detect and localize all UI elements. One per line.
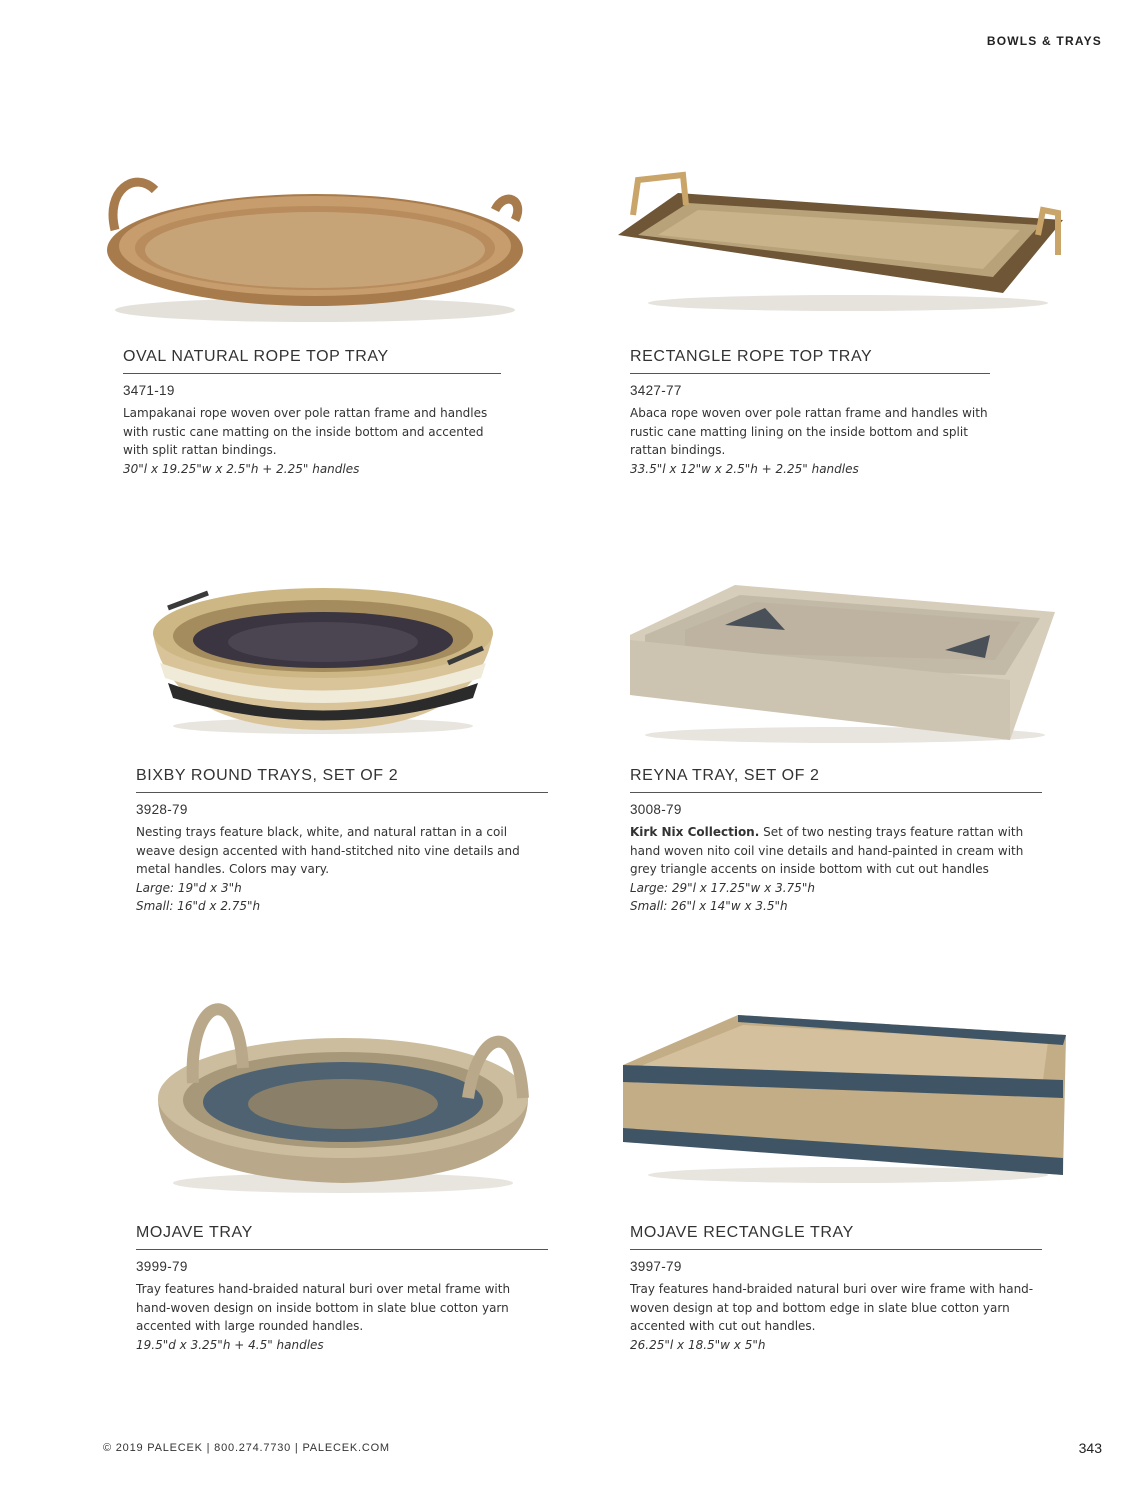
- description-text: Lampakanai rope woven over pole rattan frame and handles with rustic cane matting on the inside bottom and accented with split rattan bindings.: [123, 406, 488, 457]
- product-title: BIXBY ROUND TRAYS, SET OF 2: [136, 767, 548, 793]
- bixby-round-trays-image: [148, 578, 498, 738]
- description-text: Tray features hand-braided natural buri over metal frame with hand-woven design on inside bottom in slate blue cotton yarn accented with large rounded handles.: [136, 1282, 511, 1333]
- product-title: OVAL NATURAL ROPE TOP TRAY: [123, 348, 501, 374]
- product-dimensions-small: Small: 16"d x 2.75"h: [136, 899, 261, 913]
- product-sku: 3999-79: [136, 1259, 188, 1274]
- product-description: [630, 1280, 1042, 1336]
- product-dimensions: 33.5"l x 12"w x 2.5"h + 2.25" handles: [630, 461, 859, 476]
- product-dimensions-large: Large: 29"l x 17.25"w x 3.75"h: [630, 880, 815, 895]
- reyna-tray-image: [625, 580, 1060, 745]
- product-sku: 3008-79: [630, 802, 682, 817]
- product-mojave-tray: [136, 1224, 548, 1354]
- mojave-tray-image: [148, 978, 538, 1200]
- product-description: [136, 1280, 548, 1336]
- footer-copyright: © 2019 PALECEK | 800.274.7730 | PALECEK.COM: [103, 1442, 390, 1454]
- product-oval-rope-tray: [123, 348, 501, 478]
- page-number: 343: [1078, 1440, 1102, 1456]
- product-title: MOJAVE RECTANGLE TRAY: [630, 1224, 1042, 1250]
- product-description: [136, 823, 548, 879]
- product-rectangle-rope-tray: [630, 348, 990, 478]
- section-label: BOWLS & TRAYS: [986, 34, 1102, 48]
- product-bixby-round-trays: [136, 767, 548, 916]
- description-text: Tray features hand-braided natural buri over wire frame with hand-woven design at top and bottom edge in slate blue cotton yarn accented with cut out handles.: [630, 1282, 1034, 1333]
- product-title: REYNA TRAY, SET OF 2: [630, 767, 1042, 793]
- product-mojave-rectangle-tray: [630, 1224, 1042, 1354]
- product-sku: 3427-77: [630, 383, 682, 398]
- product-description: [123, 404, 501, 460]
- product-dimensions: 19.5"d x 3.25"h + 4.5" handles: [136, 1337, 324, 1352]
- product-title: RECTANGLE ROPE TOP TRAY: [630, 348, 990, 374]
- oval-rope-tray-image: [95, 160, 535, 330]
- description-text: Nesting trays feature black, white, and natural rattan in a coil weave design accented with hand-stitched nito vine details and metal handles. Colors may vary.: [136, 825, 520, 876]
- description-text: Set of two nesting trays feature rattan with hand woven nito coil vine details and hand-painted in cream with grey triangle accents on inside bottom with cut out handles: [630, 825, 1024, 876]
- product-dimensions: 26.25"l x 18.5"w x 5"h: [630, 1337, 766, 1352]
- product-description: [630, 404, 990, 460]
- description-text: Abaca rope woven over pole rattan frame and handles with rustic cane matting lining on the inside bottom and split rattan bindings.: [630, 406, 988, 457]
- rectangle-rope-tray-image: [608, 165, 1070, 315]
- product-dimensions-large: Large: 19"d x 3"h: [136, 880, 242, 895]
- product-dimensions-small: Small: 26"l x 14"w x 3.5"h: [630, 899, 788, 913]
- product-sku: 3928-79: [136, 802, 188, 817]
- product-sku: 3471-19: [123, 383, 175, 398]
- product-sku: 3997-79: [630, 1259, 682, 1274]
- product-title: MOJAVE TRAY: [136, 1224, 548, 1250]
- mojave-rectangle-tray-image: [618, 1010, 1070, 1185]
- product-dimensions: 30"l x 19.25"w x 2.5"h + 2.25" handles: [123, 461, 360, 476]
- description-lead: Kirk Nix Collection.: [630, 825, 760, 839]
- product-reyna-tray: [630, 767, 1042, 916]
- product-description: [630, 823, 1042, 879]
